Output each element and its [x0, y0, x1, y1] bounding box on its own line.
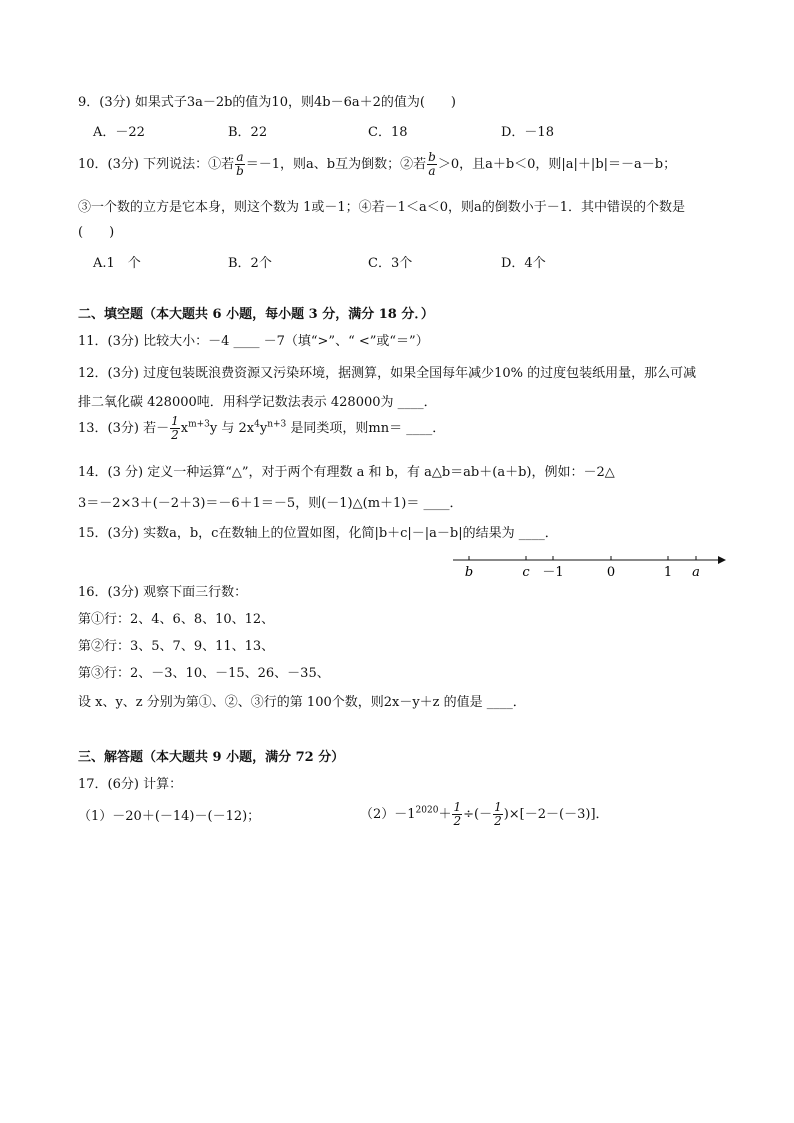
q10-line2: ③一个数的立方是它本身，则这个数为 1或－1；④若－1＜a＜0，则a的倒数小于－1．其中错误的个数是 [78, 200, 685, 215]
q13-end: 是同类项，则mn＝ ____． [286, 421, 446, 436]
q17-frac1 [452, 801, 462, 828]
q13-mid: y 与 2x [209, 421, 255, 436]
q10-line1-c: ＞0，且a＋b＜0，则|a|＋|b|＝－a－b； [437, 157, 677, 172]
q13-exp1: m+3 [188, 419, 210, 430]
q17-part2-exp: 2020 [415, 805, 439, 816]
q17-frac1-den: 2 [453, 814, 462, 828]
q9-option-c: C．18 [368, 125, 408, 140]
q14-line1: 14．(3 分) 定义一种运算“△”，对于两个有理数 a 和 b，有 a△b＝ab＋(a＋b)，例如：－2△ [78, 465, 615, 480]
q15-number-line [448, 550, 728, 582]
q17-frac2-num: 1 [494, 800, 502, 814]
q13-line [78, 412, 445, 446]
q16-row3: 第③行：2、－3、10、－15、26、－35、 [78, 666, 330, 681]
q16-question: 设 x、y、z 分别为第①、②、③行的第 100个数，则2x－y＋z 的值是 ____． [78, 695, 526, 710]
q16-stem: 16．(3分) 观察下面三行数： [78, 585, 248, 600]
number-line-arrow [718, 556, 726, 564]
label-c: c [522, 565, 530, 580]
q17-part2-a: （2）－1 [360, 807, 416, 822]
q9-option-d: D．－18 [501, 125, 554, 140]
q17-frac2-den: 2 [494, 814, 502, 828]
q14-line2: 3＝－2×3＋(－2＋3)＝－6＋1＝－5，则(－1)△(m＋1)＝ ____． [78, 496, 463, 511]
q13-frac-num: 1 [171, 414, 179, 428]
q9-option-a: A．－22 [93, 125, 145, 140]
q10-frac2 [427, 151, 437, 178]
q17-frac1-num: 1 [453, 800, 462, 814]
q10-line1 [78, 148, 676, 182]
q10-line1-a: 10．(3分) 下列说法：①若 [78, 157, 235, 172]
q10-line1-b: ＝－1，则a、b互为倒数；②若 [245, 157, 427, 172]
q17-part2-b: ＋ [438, 807, 452, 822]
q9-stem: 9．(3分) 如果式子3a－2b的值为10，则4b－6a＋2的值为( ) [78, 95, 457, 110]
q12-line2: 排二氧化碳 428000吨．用科学记数法表示 428000为 ____． [78, 395, 437, 410]
q10-line3: ( ) [78, 225, 115, 240]
q10-option-b: B．2个 [228, 256, 272, 271]
q13-exp2: 4 [254, 419, 260, 430]
label-a: a [692, 565, 700, 580]
q10-option-c: C．3个 [368, 256, 413, 271]
label-b: b [464, 565, 474, 580]
q10-frac1-den: b [236, 164, 244, 178]
section2-title: 二、填空题（本大题共 6 小题，每小题 3 分，满分 18 分．） [78, 307, 434, 322]
q13-post: x [180, 421, 189, 436]
q10-frac2-num: b [428, 150, 436, 164]
q17-stem: 17．(6分) 计算： [78, 777, 183, 792]
q17-part2-c: ÷(－ [463, 807, 493, 822]
q10-frac1-num: a [236, 150, 244, 164]
q17-frac2 [493, 801, 503, 828]
label-zero: 0 [606, 565, 616, 580]
section3-title: 三、解答题（本大题共 9 小题，满分 72 分） [78, 750, 345, 765]
q10-option-a: A.1 个 [93, 256, 141, 271]
q13-frac [170, 415, 180, 442]
q13-frac-den: 2 [171, 428, 179, 442]
q16-row1: 第①行：2、4、6、8、10、12、 [78, 612, 275, 627]
q13-exp3: n+3 [267, 419, 287, 430]
q10-frac2-den: a [428, 164, 436, 178]
q16-row2: 第②行：3、5、7、9、11、13、 [78, 639, 275, 654]
q11-text: 11．(3分) 比较大小：－4 ____ －7（填“>”、“ <”或“＝”） [78, 334, 429, 349]
q17-part2-d: )×[－2－(－3)]． [503, 807, 609, 822]
q17-part2 [360, 798, 609, 832]
label-one: 1 [663, 565, 673, 580]
q13-mid2: y [259, 421, 268, 436]
q15-text: 15．(3分) 实数a，b，c在数轴上的位置如图，化简|b＋c|－|a－b|的结果为 ____． [78, 526, 558, 541]
label-minus-one: －1 [542, 565, 564, 580]
q13-pre: 13．(3分) 若－ [78, 421, 170, 436]
q9-option-b: B．22 [228, 125, 268, 140]
q17-part1: （1）－20＋(－14)－(－12)； [78, 809, 261, 824]
q10-option-d: D．4个 [501, 256, 546, 271]
q10-frac1 [235, 151, 245, 178]
q12-line1: 12．(3分) 过度包装既浪费资源又污染环境，据测算，如果全国每年减少10% 的过度包装纸用量，那么可减 [78, 366, 697, 381]
